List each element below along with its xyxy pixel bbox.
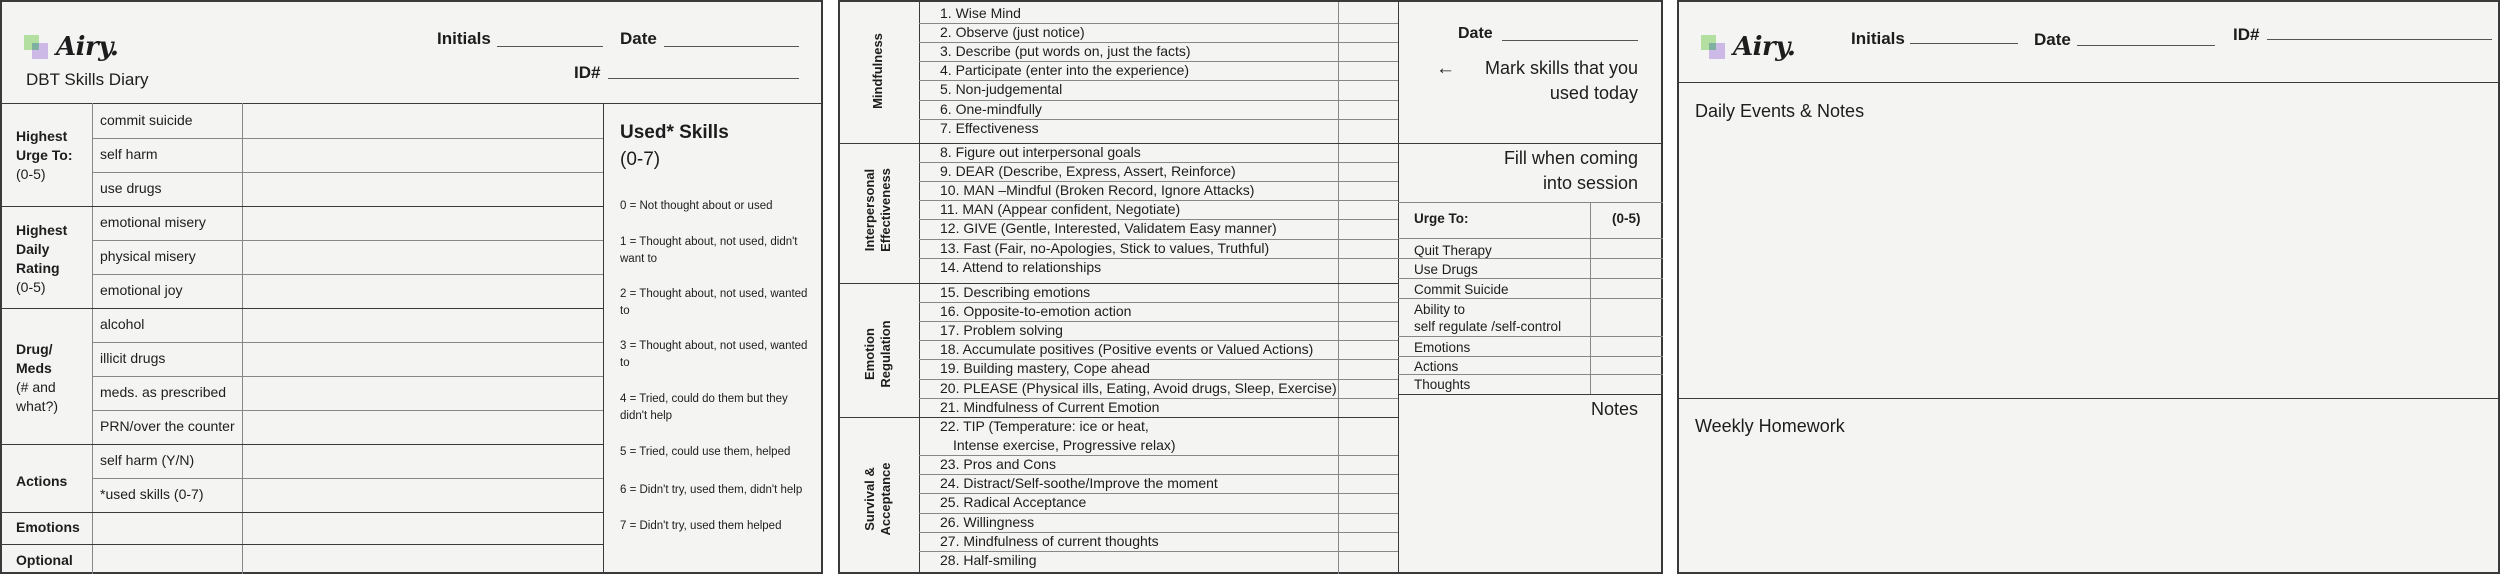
id-label: ID# [574,63,601,82]
group-optional: Optional [16,552,73,568]
legend-item: 5 = Tried, could use them, helped [620,446,791,458]
row-self-harm-yn: self harm (Y/N) [100,452,195,468]
skills-panel [838,0,1663,574]
weekly-homework-label: Weekly Homework [1695,416,1845,436]
skill-item: 3. Describe (put words on, just the facts) [940,43,1191,60]
skill-item: 15. Describing emotions [940,284,1091,300]
notes-panel [1677,0,2500,574]
row-used-skills: *used skills (0-7) [100,486,204,502]
row-physical-misery: physical misery [100,248,196,264]
skill-item: 24. Distract/Self-soothe/Improve the moment [940,475,1218,492]
date-label: Date [620,29,657,48]
id-field[interactable] [608,78,799,79]
urge-row: Thoughts [1414,377,1471,392]
initials-label: Initials [437,29,491,48]
section-divider [840,283,1398,284]
legend-item: 0 = Not thought about or used [620,200,773,212]
date-field[interactable] [1502,40,1638,41]
skill-item: 28. Half-smiling [940,551,1037,568]
initials-field[interactable] [497,46,603,47]
date-field[interactable] [664,46,799,47]
skill-item: 4. Participate (enter into the experience) [940,62,1190,79]
row-prn-otc: PRN/over the counter [100,418,235,434]
legend-item: 4 = Tried, could do them but they didn't help [620,393,788,422]
skill-item: 9. DEAR (Describe, Express, Assert, Reinforce) [940,163,1236,180]
brand-name: Airy. [56,32,119,62]
skill-item: 22. TIP (Temperature: ice or heat, [940,418,1149,434]
skill-item: 27. Mindfulness of current thoughts [940,532,1159,549]
skill-item: 1. Wise Mind [940,5,1021,21]
section-interpersonal: Interpersonal Effectiveness [862,168,893,252]
group-highest-urge: Highest Urge To: (0-5) [16,128,73,182]
date-label: Date [1458,25,1493,42]
urge-row: Emotions [1414,340,1471,355]
skill-item: 14. Attend to relationships [940,258,1102,275]
urge-row: self regulate /self-control [1414,319,1562,334]
legend-item: 2 = Thought about, not used, wanted to [620,288,808,317]
skill-item: 26. Willingness [940,513,1035,530]
logo-mark-icon [1701,35,1725,59]
skill-item: 8. Figure out interpersonal goals [940,144,1141,160]
row-self-harm: self harm [100,146,158,162]
urge-header: Urge To: [1414,211,1469,226]
mark-skills-line1: Mark skills that you [1484,58,1638,78]
logo-mark-icon [24,35,48,59]
notes-label: Notes [1590,399,1638,419]
brand-logo [1701,32,1795,62]
initials-field[interactable] [1910,43,2018,44]
skill-item: 25. Radical Acceptance [940,494,1087,511]
card-subtitle: DBT Skills Diary [26,70,149,89]
group-actions: Actions [16,473,68,489]
row-commit-suicide: commit suicide [100,112,193,128]
fill-session-line2: into session [1542,173,1638,193]
skill-item: 7. Effectiveness [940,119,1039,136]
date-label: Date [2034,30,2071,49]
diary-card-front [0,0,823,574]
section-mindfulness: Mindfulness [870,33,885,109]
used-skills-range: (0-7) [620,149,661,170]
skill-item: 16. Opposite-to-emotion action [940,303,1132,320]
urge-scale: (0-5) [1612,211,1641,226]
skill-item-continued: Intense exercise, Progressive relax) [953,437,1176,454]
skill-item: 6. One-mindfully [940,100,1042,117]
legend-item: 3 = Thought about, not used, wanted to [620,340,808,369]
urge-row: Ability to [1414,302,1466,317]
skill-item: 2. Observe (just notice) [940,24,1085,41]
group-highest-daily-rating: Highest Daily Rating (0-5) [16,222,68,295]
skill-item: 17. Problem solving [940,322,1063,339]
legend-item: 1 = Thought about, not used, didn't want to [620,236,798,265]
daily-events-label: Daily Events & Notes [1695,101,1865,121]
row-meds-prescribed: meds. as prescribed [100,384,227,400]
arrow-left-icon: ← [1436,58,1455,79]
skill-item: 18. Accumulate positives (Positive events or Valued Actions) [940,341,1314,358]
used-skills-title: Used* Skills [620,122,729,143]
id-label: ID# [2233,25,2260,44]
mark-skills-line2: used today [1549,83,1638,103]
row-alcohol: alcohol [100,316,145,332]
skill-item: 10. MAN –Mindful (Broken Record, Ignore Attacks) [940,182,1255,199]
urge-row: Actions [1414,359,1459,374]
brand-name: Airy. [1733,32,1796,62]
id-field[interactable] [2267,39,2492,40]
row-emotional-joy: emotional joy [100,282,183,298]
group-drug-meds: Drug/ Meds (# and what?) [16,341,59,414]
skill-item: 11. MAN (Appear confident, Negotiate) [940,201,1181,218]
skill-item: 12. GIVE (Gentle, Interested, Validatem Easy manner) [940,220,1277,237]
fill-session-line1: Fill when coming [1503,148,1638,168]
skill-item: 20. PLEASE (Physical ills, Eating, Avoid drugs, Sleep, Exercise) [940,379,1337,396]
initials-label: Initials [1851,29,1905,48]
row-emotional-misery: emotional misery [100,214,206,230]
row-use-drugs: use drugs [100,180,162,196]
group-emotions: Emotions [16,519,80,535]
section-emotion-regulation: Emotion Regulation [862,320,893,388]
skill-item: 23. Pros and Cons [940,456,1056,473]
skill-item: 19. Building mastery, Cope ahead [940,360,1150,377]
skill-item: 5. Non-judgemental [940,81,1063,98]
date-field[interactable] [2077,45,2215,46]
urge-row: Use Drugs [1414,262,1478,277]
legend-item: 7 = Didn't try, used them helped [620,520,782,532]
skill-item: 13. Fast (Fair, no-Apologies, Stick to values, Truthful) [940,239,1270,256]
urge-row: Commit Suicide [1414,282,1509,297]
row-illicit-drugs: illicit drugs [100,350,166,366]
legend-item: 6 = Didn't try, used them, didn't help [620,484,803,496]
skill-item: 21. Mindfulness of Current Emotion [940,398,1160,415]
brand-logo [24,32,118,62]
urge-row: Quit Therapy [1414,243,1492,258]
section-survival-acceptance: Survival & Acceptance [862,462,893,536]
